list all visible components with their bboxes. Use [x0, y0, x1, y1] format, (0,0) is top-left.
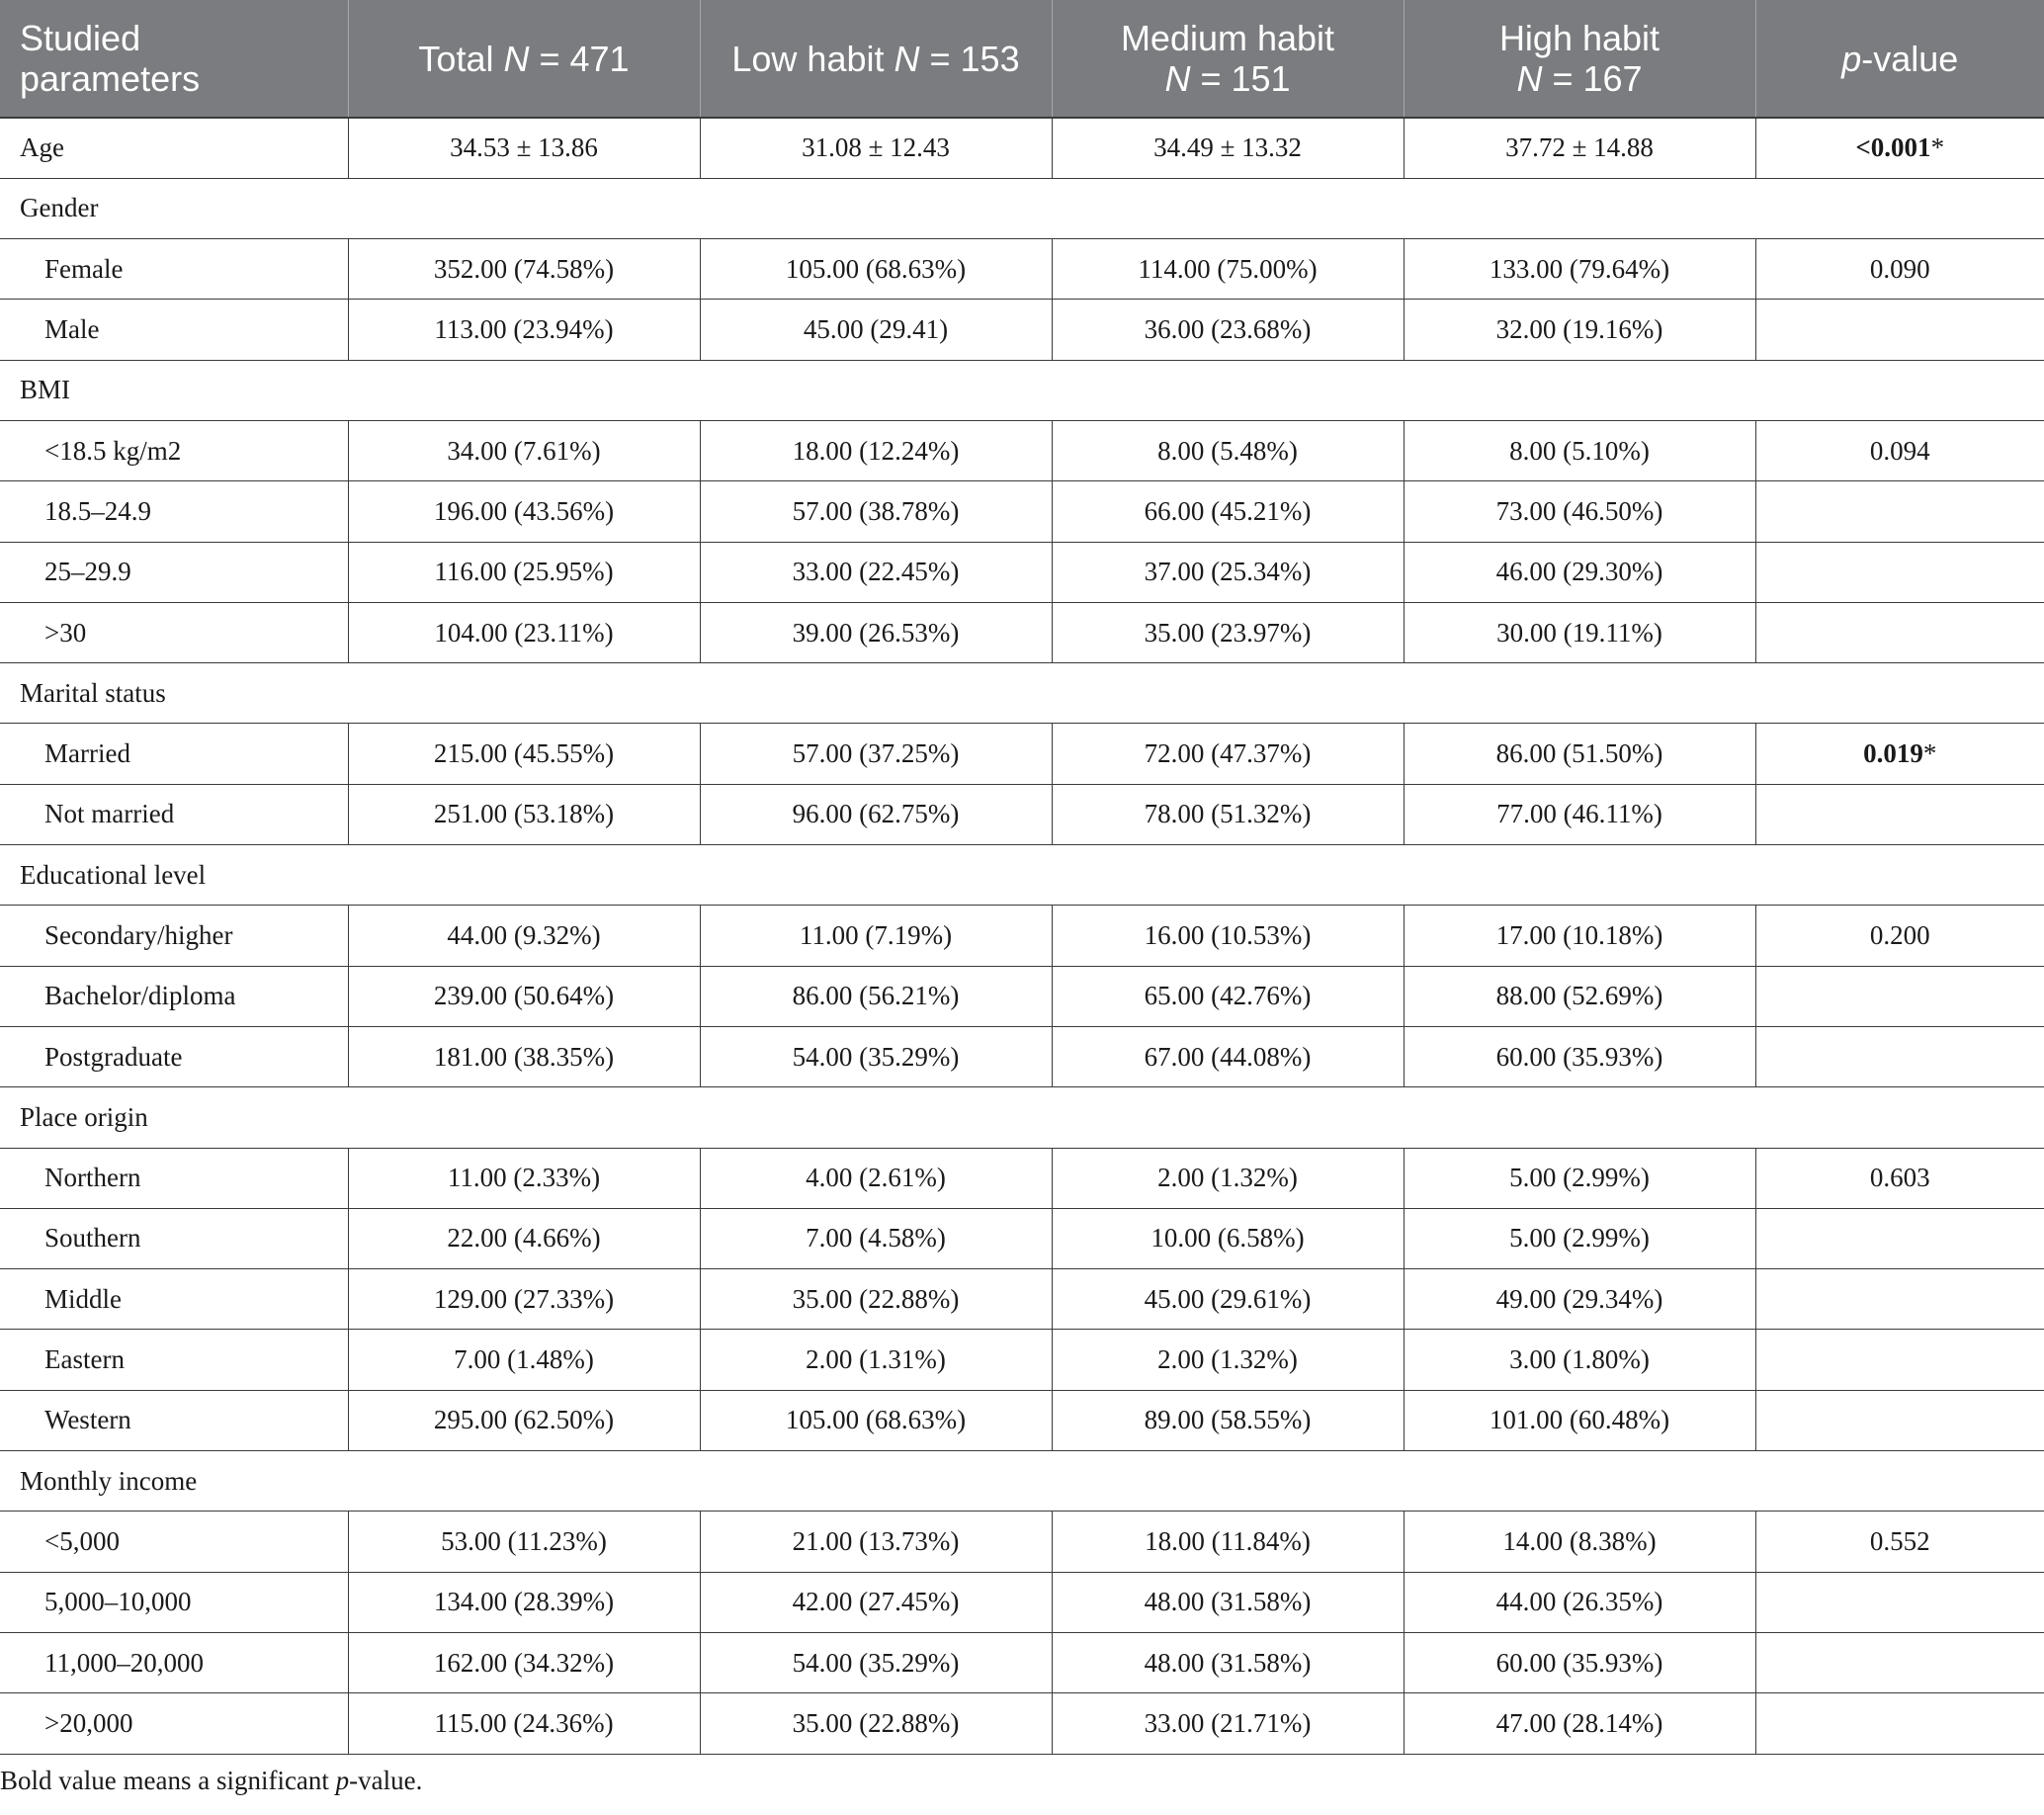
table-row	[0, 300, 2044, 360]
cell-p-value	[1755, 1693, 2044, 1754]
cell-total: 11.00 (2.33%)	[348, 1148, 700, 1208]
cell-p-value	[1755, 481, 2044, 542]
cell-p-value: 0.200	[1755, 906, 2044, 966]
cell-p-value: 0.552	[1755, 1512, 2044, 1572]
cell-low: 31.08 ± 12.43	[700, 118, 1052, 178]
cell-p-value	[1755, 1208, 2044, 1268]
cell-low: 2.00 (1.31%)	[700, 1330, 1052, 1390]
cell-total: 34.53 ± 13.86	[348, 118, 700, 178]
row-label: 25–29.9	[0, 542, 348, 602]
cell-low: 54.00 (35.29%)	[700, 1632, 1052, 1692]
cell-p-value	[1755, 1572, 2044, 1632]
row-label: Western	[0, 1390, 348, 1450]
group-label: Place origin	[0, 1087, 2044, 1148]
cell-high: 46.00 (29.30%)	[1404, 542, 1755, 602]
header-high-habit: High habit N = 167	[1404, 0, 1755, 118]
row-label: 11,000–20,000	[0, 1632, 348, 1692]
row-label: <5,000	[0, 1512, 348, 1572]
cell-medium: 18.00 (11.84%)	[1052, 1512, 1404, 1572]
table-row	[0, 1269, 2044, 1330]
cell-medium: 89.00 (58.55%)	[1052, 1390, 1404, 1450]
cell-high: 101.00 (60.48%)	[1404, 1390, 1755, 1450]
cell-p-value	[1755, 300, 2044, 360]
group-label: BMI	[0, 360, 2044, 420]
cell-total: 7.00 (1.48%)	[348, 1330, 700, 1390]
header-studied-parameters: Studied parameters	[0, 0, 348, 118]
cell-high: 5.00 (2.99%)	[1404, 1208, 1755, 1268]
cell-low: 11.00 (7.19%)	[700, 906, 1052, 966]
cell-p-value: 0.094	[1755, 420, 2044, 480]
cell-medium: 65.00 (42.76%)	[1052, 966, 1404, 1026]
cell-low: 105.00 (68.63%)	[700, 239, 1052, 300]
cell-low: 86.00 (56.21%)	[700, 966, 1052, 1026]
row-label: Southern	[0, 1208, 348, 1268]
cell-low: 21.00 (13.73%)	[700, 1512, 1052, 1572]
row-label: Not married	[0, 784, 348, 844]
cell-p-value	[1755, 1026, 2044, 1086]
cell-p-value: 0.090	[1755, 239, 2044, 300]
cell-low: 96.00 (62.75%)	[700, 784, 1052, 844]
cell-low: 45.00 (29.41)	[700, 300, 1052, 360]
table-row	[0, 1208, 2044, 1268]
row-label: Middle	[0, 1269, 348, 1330]
cell-p-value	[1755, 602, 2044, 662]
cell-total: 129.00 (27.33%)	[348, 1269, 700, 1330]
table-row	[0, 542, 2044, 602]
row-label: Postgraduate	[0, 1026, 348, 1086]
cell-high: 32.00 (19.16%)	[1404, 300, 1755, 360]
table-row	[0, 966, 2044, 1026]
cell-low: 4.00 (2.61%)	[700, 1148, 1052, 1208]
cell-total: 34.00 (7.61%)	[348, 420, 700, 480]
cell-low: 35.00 (22.88%)	[700, 1693, 1052, 1754]
cell-high: 44.00 (26.35%)	[1404, 1572, 1755, 1632]
row-label: Bachelor/diploma	[0, 966, 348, 1026]
cell-low: 33.00 (22.45%)	[700, 542, 1052, 602]
cell-p-value	[1755, 784, 2044, 844]
cell-high: 88.00 (52.69%)	[1404, 966, 1755, 1026]
row-label: Northern	[0, 1148, 348, 1208]
row-label: 18.5–24.9	[0, 481, 348, 542]
table-group-row-gender	[0, 178, 2044, 238]
cell-p-value: 0.603	[1755, 1148, 2044, 1208]
table-footnote: Bold value means a significant p-value.	[0, 1766, 423, 1795]
table-row	[0, 420, 2044, 480]
row-label: >20,000	[0, 1693, 348, 1754]
cell-medium: 33.00 (21.71%)	[1052, 1693, 1404, 1754]
row-label: >30	[0, 602, 348, 662]
cell-medium: 72.00 (47.37%)	[1052, 724, 1404, 784]
table-group-row-bmi	[0, 360, 2044, 420]
cell-medium: 78.00 (51.32%)	[1052, 784, 1404, 844]
cell-p-value	[1755, 1269, 2044, 1330]
row-label: Female	[0, 239, 348, 300]
header-row	[0, 0, 2044, 118]
cell-medium: 48.00 (31.58%)	[1052, 1572, 1404, 1632]
cell-high: 30.00 (19.11%)	[1404, 602, 1755, 662]
cell-total: 134.00 (28.39%)	[348, 1572, 700, 1632]
header-p-value: p-value	[1755, 0, 2044, 118]
cell-high: 60.00 (35.93%)	[1404, 1632, 1755, 1692]
header-total: Total N = 471	[348, 0, 700, 118]
cell-p-value	[1755, 542, 2044, 602]
table-row	[0, 1148, 2044, 1208]
cell-total: 215.00 (45.55%)	[348, 724, 700, 784]
cell-total: 251.00 (53.18%)	[348, 784, 700, 844]
table-row	[0, 1572, 2044, 1632]
row-label: <18.5 kg/m2	[0, 420, 348, 480]
cell-high: 37.72 ± 14.88	[1404, 118, 1755, 178]
cell-medium: 35.00 (23.97%)	[1052, 602, 1404, 662]
cell-total: 22.00 (4.66%)	[348, 1208, 700, 1268]
cell-total: 53.00 (11.23%)	[348, 1512, 700, 1572]
table-group-row-income	[0, 1451, 2044, 1512]
table-row	[0, 481, 2044, 542]
cell-total: 116.00 (25.95%)	[348, 542, 700, 602]
cell-total: 104.00 (23.11%)	[348, 602, 700, 662]
row-label: Married	[0, 724, 348, 784]
cell-total: 44.00 (9.32%)	[348, 906, 700, 966]
cell-p-value	[1755, 966, 2044, 1026]
cell-p-value	[1755, 1330, 2044, 1390]
cell-medium: 8.00 (5.48%)	[1052, 420, 1404, 480]
cell-low: 42.00 (27.45%)	[700, 1572, 1052, 1632]
cell-p-value: 0.019*	[1755, 724, 2044, 784]
group-label: Marital status	[0, 663, 2044, 724]
group-label: Gender	[0, 178, 2044, 238]
table-row	[0, 1026, 2044, 1086]
table-row	[0, 1632, 2044, 1692]
cell-high: 17.00 (10.18%)	[1404, 906, 1755, 966]
cell-high: 77.00 (46.11%)	[1404, 784, 1755, 844]
table-row	[0, 1390, 2044, 1450]
cell-total: 113.00 (23.94%)	[348, 300, 700, 360]
cell-low: 18.00 (12.24%)	[700, 420, 1052, 480]
cell-high: 3.00 (1.80%)	[1404, 1330, 1755, 1390]
cell-low: 39.00 (26.53%)	[700, 602, 1052, 662]
table-group-row-marital	[0, 663, 2044, 724]
header-low-habit: Low habit N = 153	[700, 0, 1052, 118]
cell-high: 8.00 (5.10%)	[1404, 420, 1755, 480]
group-label: Monthly income	[0, 1451, 2044, 1512]
cell-medium: 10.00 (6.58%)	[1052, 1208, 1404, 1268]
cell-low: 54.00 (35.29%)	[700, 1026, 1052, 1086]
cell-high: 49.00 (29.34%)	[1404, 1269, 1755, 1330]
cell-total: 196.00 (43.56%)	[348, 481, 700, 542]
cell-medium: 114.00 (75.00%)	[1052, 239, 1404, 300]
cell-medium: 45.00 (29.61%)	[1052, 1269, 1404, 1330]
cell-medium: 67.00 (44.08%)	[1052, 1026, 1404, 1086]
cell-high: 133.00 (79.64%)	[1404, 239, 1755, 300]
cell-high: 60.00 (35.93%)	[1404, 1026, 1755, 1086]
cell-low: 57.00 (38.78%)	[700, 481, 1052, 542]
cell-medium: 48.00 (31.58%)	[1052, 1632, 1404, 1692]
cell-low: 57.00 (37.25%)	[700, 724, 1052, 784]
cell-p-value	[1755, 1390, 2044, 1450]
table-row	[0, 784, 2044, 844]
group-label: Educational level	[0, 845, 2044, 906]
table-row	[0, 602, 2044, 662]
table-group-row-origin	[0, 1087, 2044, 1148]
cell-total: 295.00 (62.50%)	[348, 1390, 700, 1450]
cell-total: 162.00 (34.32%)	[348, 1632, 700, 1692]
cell-high: 14.00 (8.38%)	[1404, 1512, 1755, 1572]
cell-total: 181.00 (38.35%)	[348, 1026, 700, 1086]
cell-high: 73.00 (46.50%)	[1404, 481, 1755, 542]
cell-medium: 2.00 (1.32%)	[1052, 1148, 1404, 1208]
cell-medium: 34.49 ± 13.32	[1052, 118, 1404, 178]
cell-p-value: <0.001*	[1755, 118, 2044, 178]
cell-medium: 36.00 (23.68%)	[1052, 300, 1404, 360]
cell-medium: 66.00 (45.21%)	[1052, 481, 1404, 542]
cell-medium: 37.00 (25.34%)	[1052, 542, 1404, 602]
table-row	[0, 1512, 2044, 1572]
table-row-age	[0, 118, 2044, 178]
header-medium-habit: Medium habit N = 151	[1052, 0, 1404, 118]
row-label: 5,000–10,000	[0, 1572, 348, 1632]
row-label: Age	[0, 118, 348, 178]
cell-p-value	[1755, 1632, 2044, 1692]
cell-low: 105.00 (68.63%)	[700, 1390, 1052, 1450]
table-row	[0, 1693, 2044, 1754]
row-label: Secondary/higher	[0, 906, 348, 966]
cell-total: 115.00 (24.36%)	[348, 1693, 700, 1754]
cell-high: 86.00 (51.50%)	[1404, 724, 1755, 784]
cell-low: 35.00 (22.88%)	[700, 1269, 1052, 1330]
table-row	[0, 906, 2044, 966]
cell-medium: 2.00 (1.32%)	[1052, 1330, 1404, 1390]
cell-total: 239.00 (50.64%)	[348, 966, 700, 1026]
row-label: Eastern	[0, 1330, 348, 1390]
table-group-row-education	[0, 845, 2044, 906]
cell-medium: 16.00 (10.53%)	[1052, 906, 1404, 966]
table-row	[0, 724, 2044, 784]
cell-high: 47.00 (28.14%)	[1404, 1693, 1755, 1754]
table-row	[0, 1330, 2044, 1390]
cell-total: 352.00 (74.58%)	[348, 239, 700, 300]
cell-high: 5.00 (2.99%)	[1404, 1148, 1755, 1208]
cell-low: 7.00 (4.58%)	[700, 1208, 1052, 1268]
table-row	[0, 239, 2044, 300]
row-label: Male	[0, 300, 348, 360]
